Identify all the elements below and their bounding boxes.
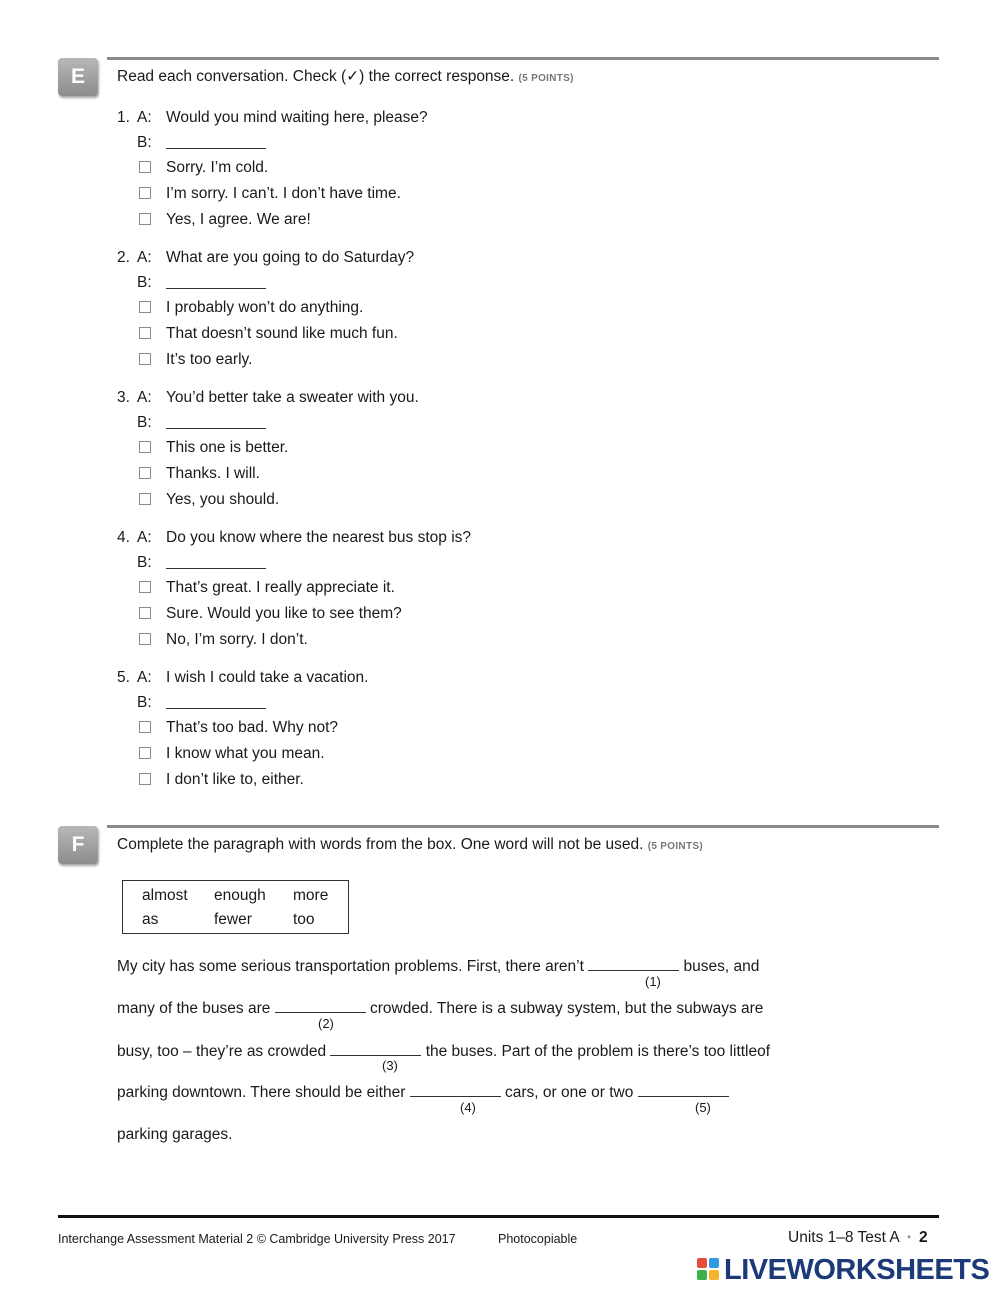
section-e-instruction-text: Read each conversation. Check (✓) the correct response. [117, 68, 515, 85]
answer-blank [166, 554, 266, 574]
paragraph-line-1 [117, 956, 759, 976]
option-checkbox[interactable] [139, 187, 151, 199]
paragraph-line-4 [117, 1082, 729, 1102]
option-text: Yes, you should. [166, 491, 280, 508]
speaker-b: B: [137, 414, 152, 431]
footer-rule [58, 1215, 939, 1218]
footer-test-label [788, 1229, 928, 1247]
answer-blank-3[interactable] [330, 1041, 421, 1056]
speaker-a: A: [137, 109, 152, 126]
speaker-a: A: [137, 529, 152, 546]
paragraph-text: parking downtown. There should be either [117, 1084, 406, 1101]
option-checkbox[interactable] [139, 721, 151, 733]
footer-copyright: Interchange Assessment Material 2 © Cambridge University Press 2017 [58, 1232, 456, 1246]
footer-test-text: Units 1–8 Test A [788, 1229, 899, 1246]
option-checkbox[interactable] [139, 581, 151, 593]
answer-blank-1[interactable] [588, 956, 679, 971]
option-text: No, I’m sorry. I don’t. [166, 631, 308, 648]
blank-number-2: (2) [318, 1016, 334, 1031]
answer-blank-5[interactable] [638, 1082, 729, 1097]
word-bank-item: as [142, 911, 159, 928]
logo-tiles-icon [697, 1258, 721, 1282]
option-checkbox[interactable] [139, 467, 151, 479]
option-text: Thanks. I will. [166, 465, 260, 482]
option-checkbox[interactable] [139, 301, 151, 313]
section-e-rule [107, 57, 939, 60]
speaker-b: B: [137, 554, 152, 571]
speaker-b: B: [137, 274, 152, 291]
option-text: It’s too early. [166, 351, 253, 368]
option-checkbox[interactable] [139, 213, 151, 225]
question-prompt: I wish I could take a vacation. [166, 669, 369, 686]
speaker-a: A: [137, 249, 152, 266]
paragraph-text: buses, and [683, 958, 760, 975]
option-text: Sure. Would you like to see them? [166, 605, 402, 622]
section-f-rule [107, 825, 939, 828]
paragraph-text: parking garages. [117, 1126, 233, 1143]
word-bank-item: too [293, 911, 315, 928]
blank-number-4: (4) [460, 1100, 476, 1115]
option-text: Sorry. I’m cold. [166, 159, 269, 176]
section-f-badge: F [58, 826, 98, 864]
question-number: 4. [117, 529, 130, 546]
speaker-a: A: [137, 389, 152, 406]
speaker-a: A: [137, 669, 152, 686]
answer-blank [166, 274, 266, 294]
option-text: This one is better. [166, 439, 289, 456]
question-prompt: Would you mind waiting here, please? [166, 109, 428, 126]
paragraph-text: many of the buses are [117, 1000, 271, 1017]
question-number: 2. [117, 249, 130, 266]
blank-number-5: (5) [695, 1100, 711, 1115]
footer-separator-icon: ▪ [907, 1232, 911, 1243]
option-text: I know what you mean. [166, 745, 325, 762]
answer-blank-4[interactable] [410, 1082, 501, 1097]
option-text: I’m sorry. I can’t. I don’t have time. [166, 185, 401, 202]
paragraph-text: the buses. Part of the problem is there’s too littleof [425, 1043, 771, 1060]
question-number: 5. [117, 669, 130, 686]
option-text: Yes, I agree. We are! [166, 211, 311, 228]
section-e-badge: E [58, 58, 98, 96]
option-checkbox[interactable] [139, 327, 151, 339]
paragraph-line-3 [117, 1041, 770, 1061]
word-box [122, 880, 349, 934]
footer-page-number: 2 [919, 1229, 928, 1246]
question-prompt: You’d better take a sweater with you. [166, 389, 419, 406]
option-checkbox[interactable] [139, 161, 151, 173]
blank-number-3: (3) [382, 1058, 398, 1073]
option-checkbox[interactable] [139, 633, 151, 645]
option-text: That’s great. I really appreciate it. [166, 579, 395, 596]
question-prompt: Do you know where the nearest bus stop is? [166, 529, 472, 546]
section-f-instruction [117, 836, 703, 854]
option-text: I probably won’t do anything. [166, 299, 364, 316]
section-f-points: (5 POINTS) [647, 841, 703, 852]
answer-blank-2[interactable] [275, 998, 366, 1013]
paragraph-line-5 [117, 1126, 232, 1144]
option-text: That doesn’t sound like much fun. [166, 325, 398, 342]
option-checkbox[interactable] [139, 747, 151, 759]
speaker-b: B: [137, 134, 152, 151]
word-bank-item: fewer [214, 911, 252, 928]
word-bank-item: enough [214, 887, 266, 904]
option-checkbox[interactable] [139, 607, 151, 619]
section-e-points: (5 POINTS) [518, 73, 574, 84]
paragraph-text: busy, too – they’re as crowded [117, 1043, 327, 1060]
question-number: 3. [117, 389, 130, 406]
logo-text: LIVEWORKSHEETS [724, 1254, 990, 1286]
footer-photocopiable: Photocopiable [498, 1232, 578, 1246]
option-checkbox[interactable] [139, 493, 151, 505]
question-prompt: What are you going to do Saturday? [166, 249, 415, 266]
option-checkbox[interactable] [139, 441, 151, 453]
paragraph-text: My city has some serious transportation problems. First, there aren’t [117, 958, 584, 975]
option-text: I don’t like to, either. [166, 771, 304, 788]
paragraph-text: cars, or one or two [505, 1084, 634, 1101]
word-bank-item: almost [142, 887, 188, 904]
word-bank-item: more [293, 887, 329, 904]
paragraph-line-2 [117, 998, 763, 1018]
paragraph-text: crowded. There is a subway system, but the subways are [370, 1000, 764, 1017]
option-text: That’s too bad. Why not? [166, 719, 339, 736]
blank-number-1: (1) [645, 974, 661, 989]
answer-blank [166, 134, 266, 154]
option-checkbox[interactable] [139, 353, 151, 365]
section-f-instruction-text: Complete the paragraph with words from the box. One word will not be used. [117, 836, 644, 853]
answer-blank [166, 414, 266, 434]
section-e-instruction [117, 67, 574, 86]
question-number: 1. [117, 109, 130, 126]
speaker-b: B: [137, 694, 152, 711]
answer-blank [166, 694, 266, 714]
option-checkbox[interactable] [139, 773, 151, 785]
